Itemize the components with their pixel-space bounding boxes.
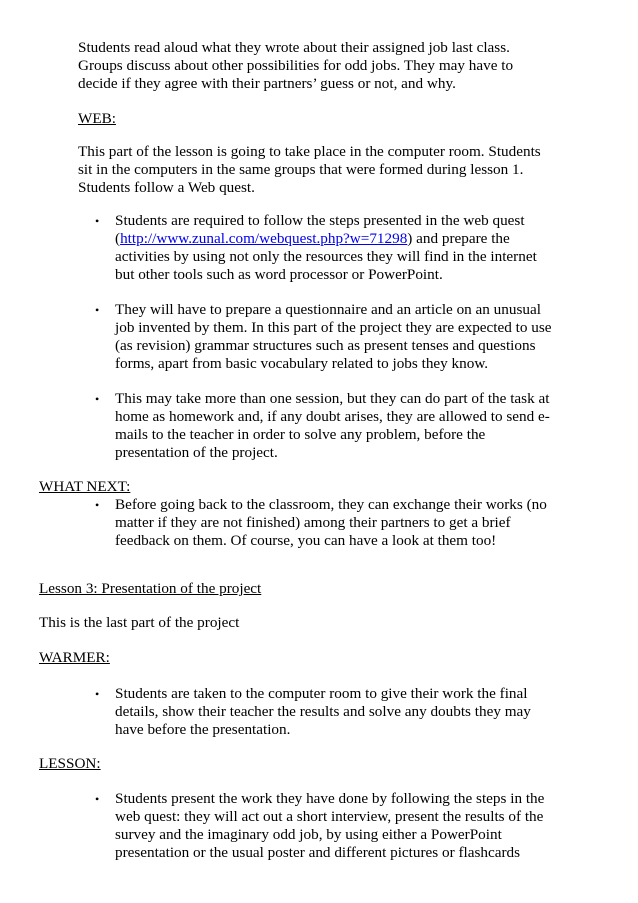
- web-bullet-1-text: [115, 212, 555, 284]
- webquest-link[interactable]: http://www.zunal.com/webquest.php?w=71298: [120, 230, 408, 247]
- web-bullet-1-before: Students are required to follow the steps presented in the web quest (: [115, 212, 525, 247]
- lesson3-intro: This is the last part of the project: [39, 614, 240, 631]
- web-bullet-2-text: They will have to prepare a questionnaire and an article on an unusual job invented by them. In this part of the project they are expected to use (as revision) grammar structures such as present tenses and questions forms, apart from basic vocabulary related to jobs they know.: [115, 301, 552, 372]
- intro-paragraph: Students read aloud what they wrote about their assigned job last class. Groups discuss about other possibilities for odd jobs. They may have to decide if they agree with their partners’ guess or not, and why.: [78, 39, 514, 92]
- bullet-icon: •: [95, 687, 100, 701]
- web-bullet-3-text: This may take more than one session, but they can do part of the task at home as homework and, if any doubt arises, they are allowed to send e-mails to the teacher in order to solve any problem, before the presentation of the project.: [115, 390, 550, 461]
- bullet-icon: •: [95, 792, 100, 806]
- lesson3-heading: Lesson 3: Presentation of the project: [39, 580, 262, 597]
- warmer-heading: WARMER:: [39, 649, 110, 666]
- bullet-icon: •: [95, 392, 100, 406]
- what-next-heading: WHAT NEXT:: [39, 478, 131, 495]
- web-bullet-1-after: ) and prepare the activities by using not only the resources they will find in the internet but other tools such as word processor or PowerPoint.: [115, 230, 537, 283]
- bullet-icon: •: [95, 214, 100, 228]
- lesson-bullet-text: Students present the work they have done by following the steps in the web quest: they will act out a short interview, present the results of the survey and the imaginary odd job, by using either a PowerPoint presentation or the usual poster and different pictures or flashcards: [115, 790, 545, 861]
- bullet-icon: •: [95, 498, 100, 512]
- bullet-icon: •: [95, 303, 100, 317]
- what-next-bullet-text: Before going back to the classroom, they can exchange their works (no matter if they are not finished) among their partners to get a brief feedback on them. Of course, you can have a look at them too!: [115, 496, 547, 549]
- lesson-heading: LESSON:: [39, 755, 101, 772]
- web-heading: WEB:: [78, 110, 116, 127]
- web-paragraph: This part of the lesson is going to take place in the computer room. Students sit in the computers in the same groups that were formed during lesson 1. Students follow a Web quest.: [78, 143, 541, 196]
- warmer-bullet-text: Students are taken to the computer room to give their work the final details, show their teacher the results and solve any doubts they may have before the presentation.: [115, 685, 531, 738]
